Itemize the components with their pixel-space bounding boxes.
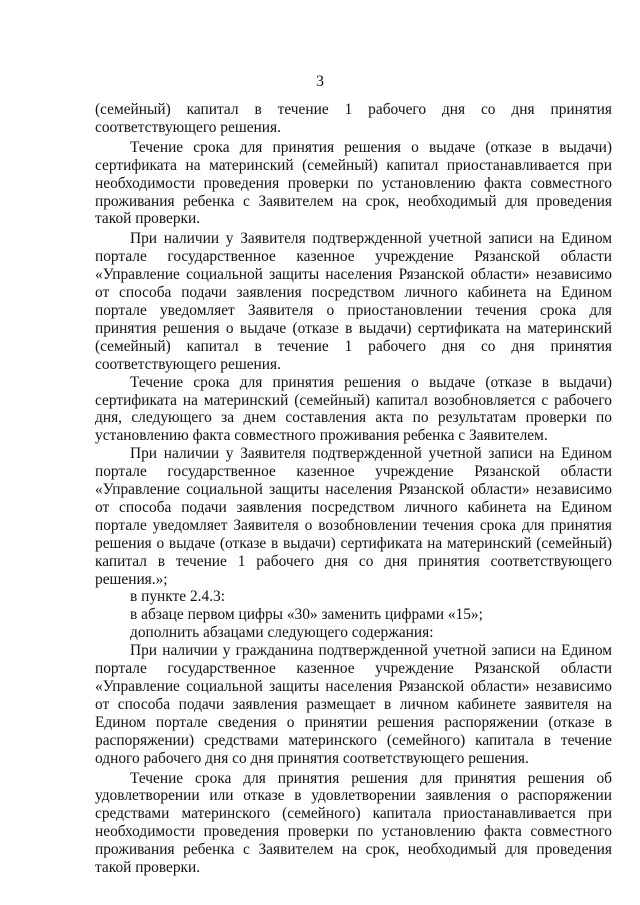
paragraph-resumption-term: Течение срока для принятия решения о выдаче (отказе в выдачи) сертификата на материнский (семейный) капитал возобновляется с рабочего дня, следующего за днем составления акта по результатам проверки по установлению факта совместного проживания ребенка с Заявителем.	[95, 373, 612, 445]
paragraph-suspension-term: Течение срока для принятия решения о выдаче (отказе в выдачи) сертификата на материнский (семейный) капитал приостанавливается при необходимости проведения проверки по установлению факта совместного проживания ребенка с Заявителем на срок, необходимый для проведения такой проверки.	[95, 138, 612, 228]
page-number: 3	[316, 73, 324, 90]
paragraph-continuation: (семейный) капитал в течение 1 рабочего дня со дня принятия соответствующего решения.	[95, 101, 612, 136]
document-body	[95, 101, 612, 877]
paragraph-amendment-intro: дополнить абзацами следующего содержания:	[130, 624, 434, 642]
paragraph-decision-suspension: Течение срока для принятия решения для принятия решения об удовлетворении или отказе в удовлетворении заявления о распоряжении средствами материнского (семейного) капитала приостанавливается при необходимости проведения проверки по установлению факта совместного проживания ребенка с Заявителем на срок, необходимый для проведения такой проверки.	[95, 769, 612, 877]
paragraph-suspension-notice: При наличии у Заявителя подтвержденной учетной записи на Едином портале государственное казенное учреждение Рязанской области «Управление социальной защиты населения Рязанской области» независимо от способа подачи заявления посредством личного кабинета на Едином портале уведомляет Заявителя о приостановлении течения срока для принятия решения о выдаче (отказе в выдачи) сертификата на материнский (семейный) капитал в течение 1 рабочего дня со дня принятия соответствующего решения.	[95, 230, 612, 373]
paragraph-resumption-notice: При наличии у Заявителя подтвержденной учетной записи на Едином портале государственное казенное учреждение Рязанской области «Управление социальной защиты населения Рязанской области» независимо от способа подачи заявления посредством личного кабинета на Едином портале уведомляет Заявителя о возобновлении течения срока для принятия решения о выдаче (отказе в выдачи) сертификата на материнский (семейный) капитал в течение 1 рабочего дня со дня принятия соответствующего решения.»;	[95, 445, 612, 588]
paragraph-decision-notice: При наличии у гражданина подтвержденной учетной записи на Едином портале государственное казенное учреждение Рязанской области «Управление социальной защиты населения Рязанской области» независимо от способа подачи заявления размещает в личном кабинете заявителя на Едином портале сведения о принятии решения распоряжении (отказе в распоряжении) средствами материнского (семейного) капитала в течение одного рабочего дня со дня принятия соответствующего решения.	[95, 642, 612, 767]
paragraph-amendment-digits: в абзаце первом цифры «30» заменить цифрами «15»;	[130, 606, 483, 624]
paragraph-clause-reference: в пункте 2.4.3:	[130, 588, 226, 606]
